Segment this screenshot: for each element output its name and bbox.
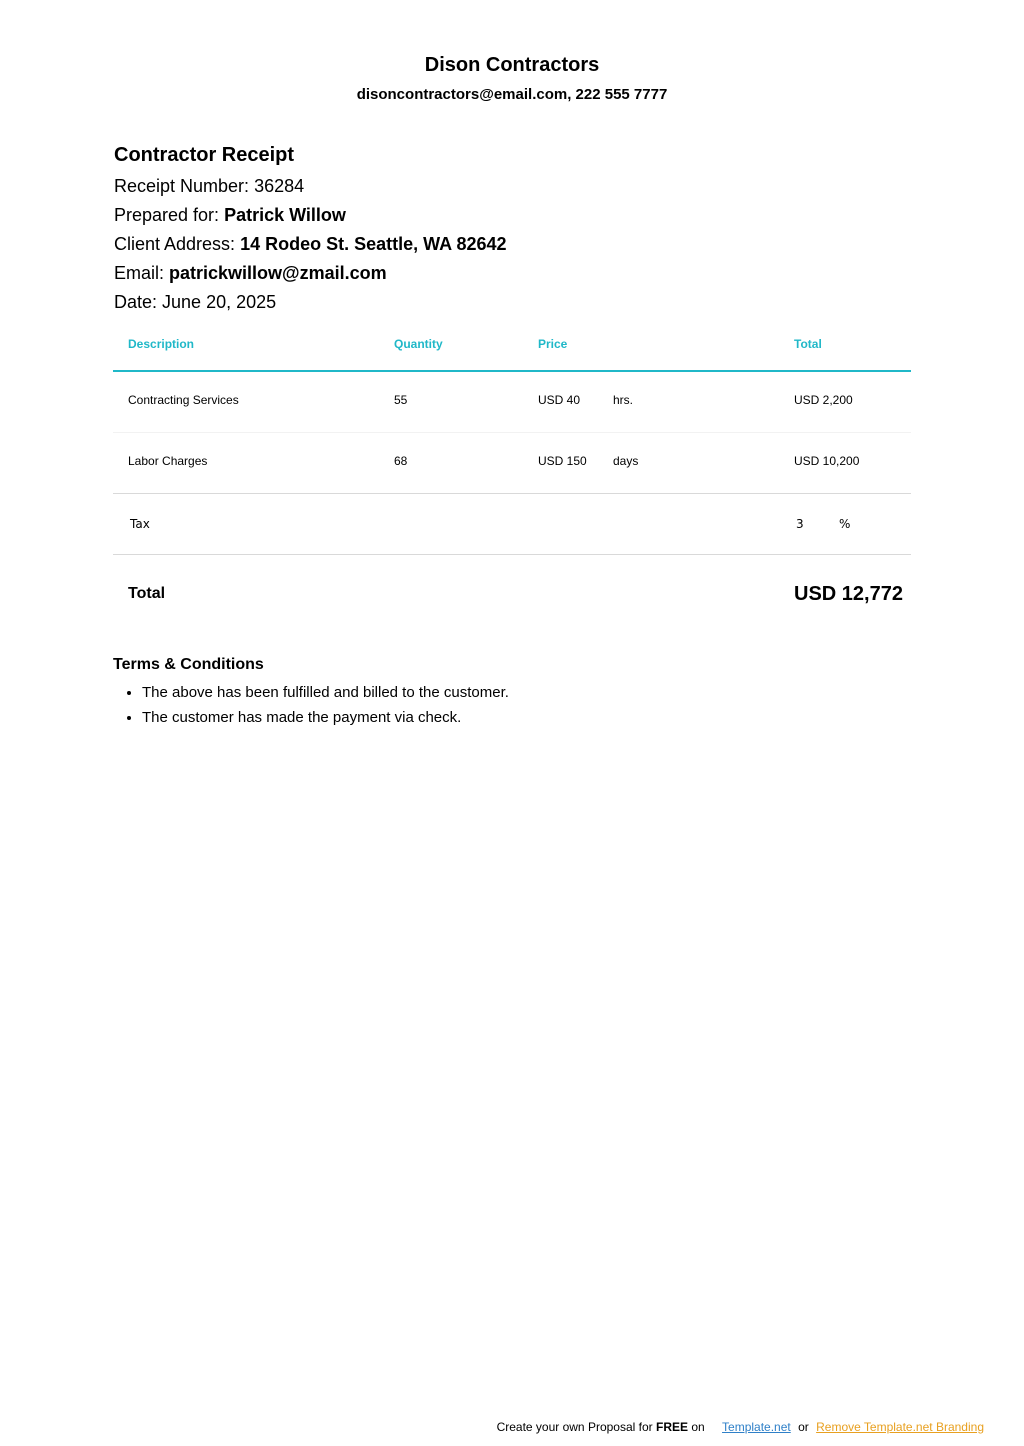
footer-or: or [798, 1420, 809, 1434]
receipt-number-line [114, 172, 914, 201]
tax-unit: % [839, 517, 851, 531]
total-label: Total [128, 585, 166, 602]
footer-free: FREE [655, 1420, 688, 1434]
item-unit: hrs. [613, 393, 634, 407]
list-item: • The above has been fulfilled and billed to the customer. [142, 680, 913, 705]
item-unit: days [613, 454, 639, 468]
item-price: USD 40 [538, 393, 581, 407]
prepared-for-name: Patrick Willow [224, 205, 346, 225]
terms-list [113, 680, 913, 730]
footer-text: Create your own Proposal for [496, 1420, 656, 1434]
prepared-for-line [114, 201, 914, 230]
tax-row [113, 494, 911, 555]
email-line [114, 259, 914, 288]
item-description: Labor Charges [128, 454, 208, 468]
receipt-info [114, 142, 914, 317]
prepared-for-label: Prepared for: [114, 205, 225, 225]
items-table [113, 322, 911, 635]
header-description: Description [128, 337, 195, 351]
company-contact: disoncontractors@email.com, 222 555 7777 [356, 86, 668, 103]
header-quantity: Quantity [394, 337, 443, 351]
item-description: Contracting Services [128, 393, 239, 407]
footer-on: on [688, 1420, 705, 1434]
item-total: USD 2,200 [794, 393, 853, 407]
list-item: • The customer has made the payment via check. [142, 705, 913, 730]
footer-branding [497, 1420, 984, 1434]
total-value: USD 12,772 [794, 583, 903, 605]
header-total: Total [794, 337, 822, 351]
tax-label: Tax [130, 517, 150, 531]
item-total: USD 10,200 [794, 454, 860, 468]
date-line [114, 288, 914, 317]
receipt-number-label: Receipt Number: [114, 176, 255, 196]
client-email: patrickwillow@zmail.com [169, 263, 387, 283]
remove-branding-link[interactable]: Remove Template.net Branding [816, 1420, 984, 1434]
email-label: Email: [114, 263, 170, 283]
company-name: Dison Contractors [424, 54, 600, 76]
item-price: USD 150 [538, 454, 587, 468]
date-label: Date: [114, 292, 163, 312]
total-row [113, 555, 911, 635]
template-net-link[interactable]: Template.net [722, 1420, 791, 1434]
table-row [113, 372, 911, 433]
item-quantity: 55 [394, 393, 408, 407]
item-quantity: 68 [394, 454, 408, 468]
client-address-label: Client Address: [114, 234, 241, 254]
receipt-title: Contractor Receipt [114, 144, 295, 166]
header-price: Price [538, 337, 568, 351]
client-address-line [114, 230, 914, 259]
receipt-date: June 20, 2025 [162, 292, 277, 312]
tax-value: 3 [796, 517, 804, 531]
table-header-row [113, 322, 911, 372]
terms-title: Terms & Conditions [113, 656, 264, 673]
terms-section [113, 656, 913, 730]
table-row [113, 433, 911, 494]
client-address: 14 Rodeo St. Seattle, WA 82642 [240, 234, 507, 254]
receipt-number: 36284 [254, 176, 305, 196]
